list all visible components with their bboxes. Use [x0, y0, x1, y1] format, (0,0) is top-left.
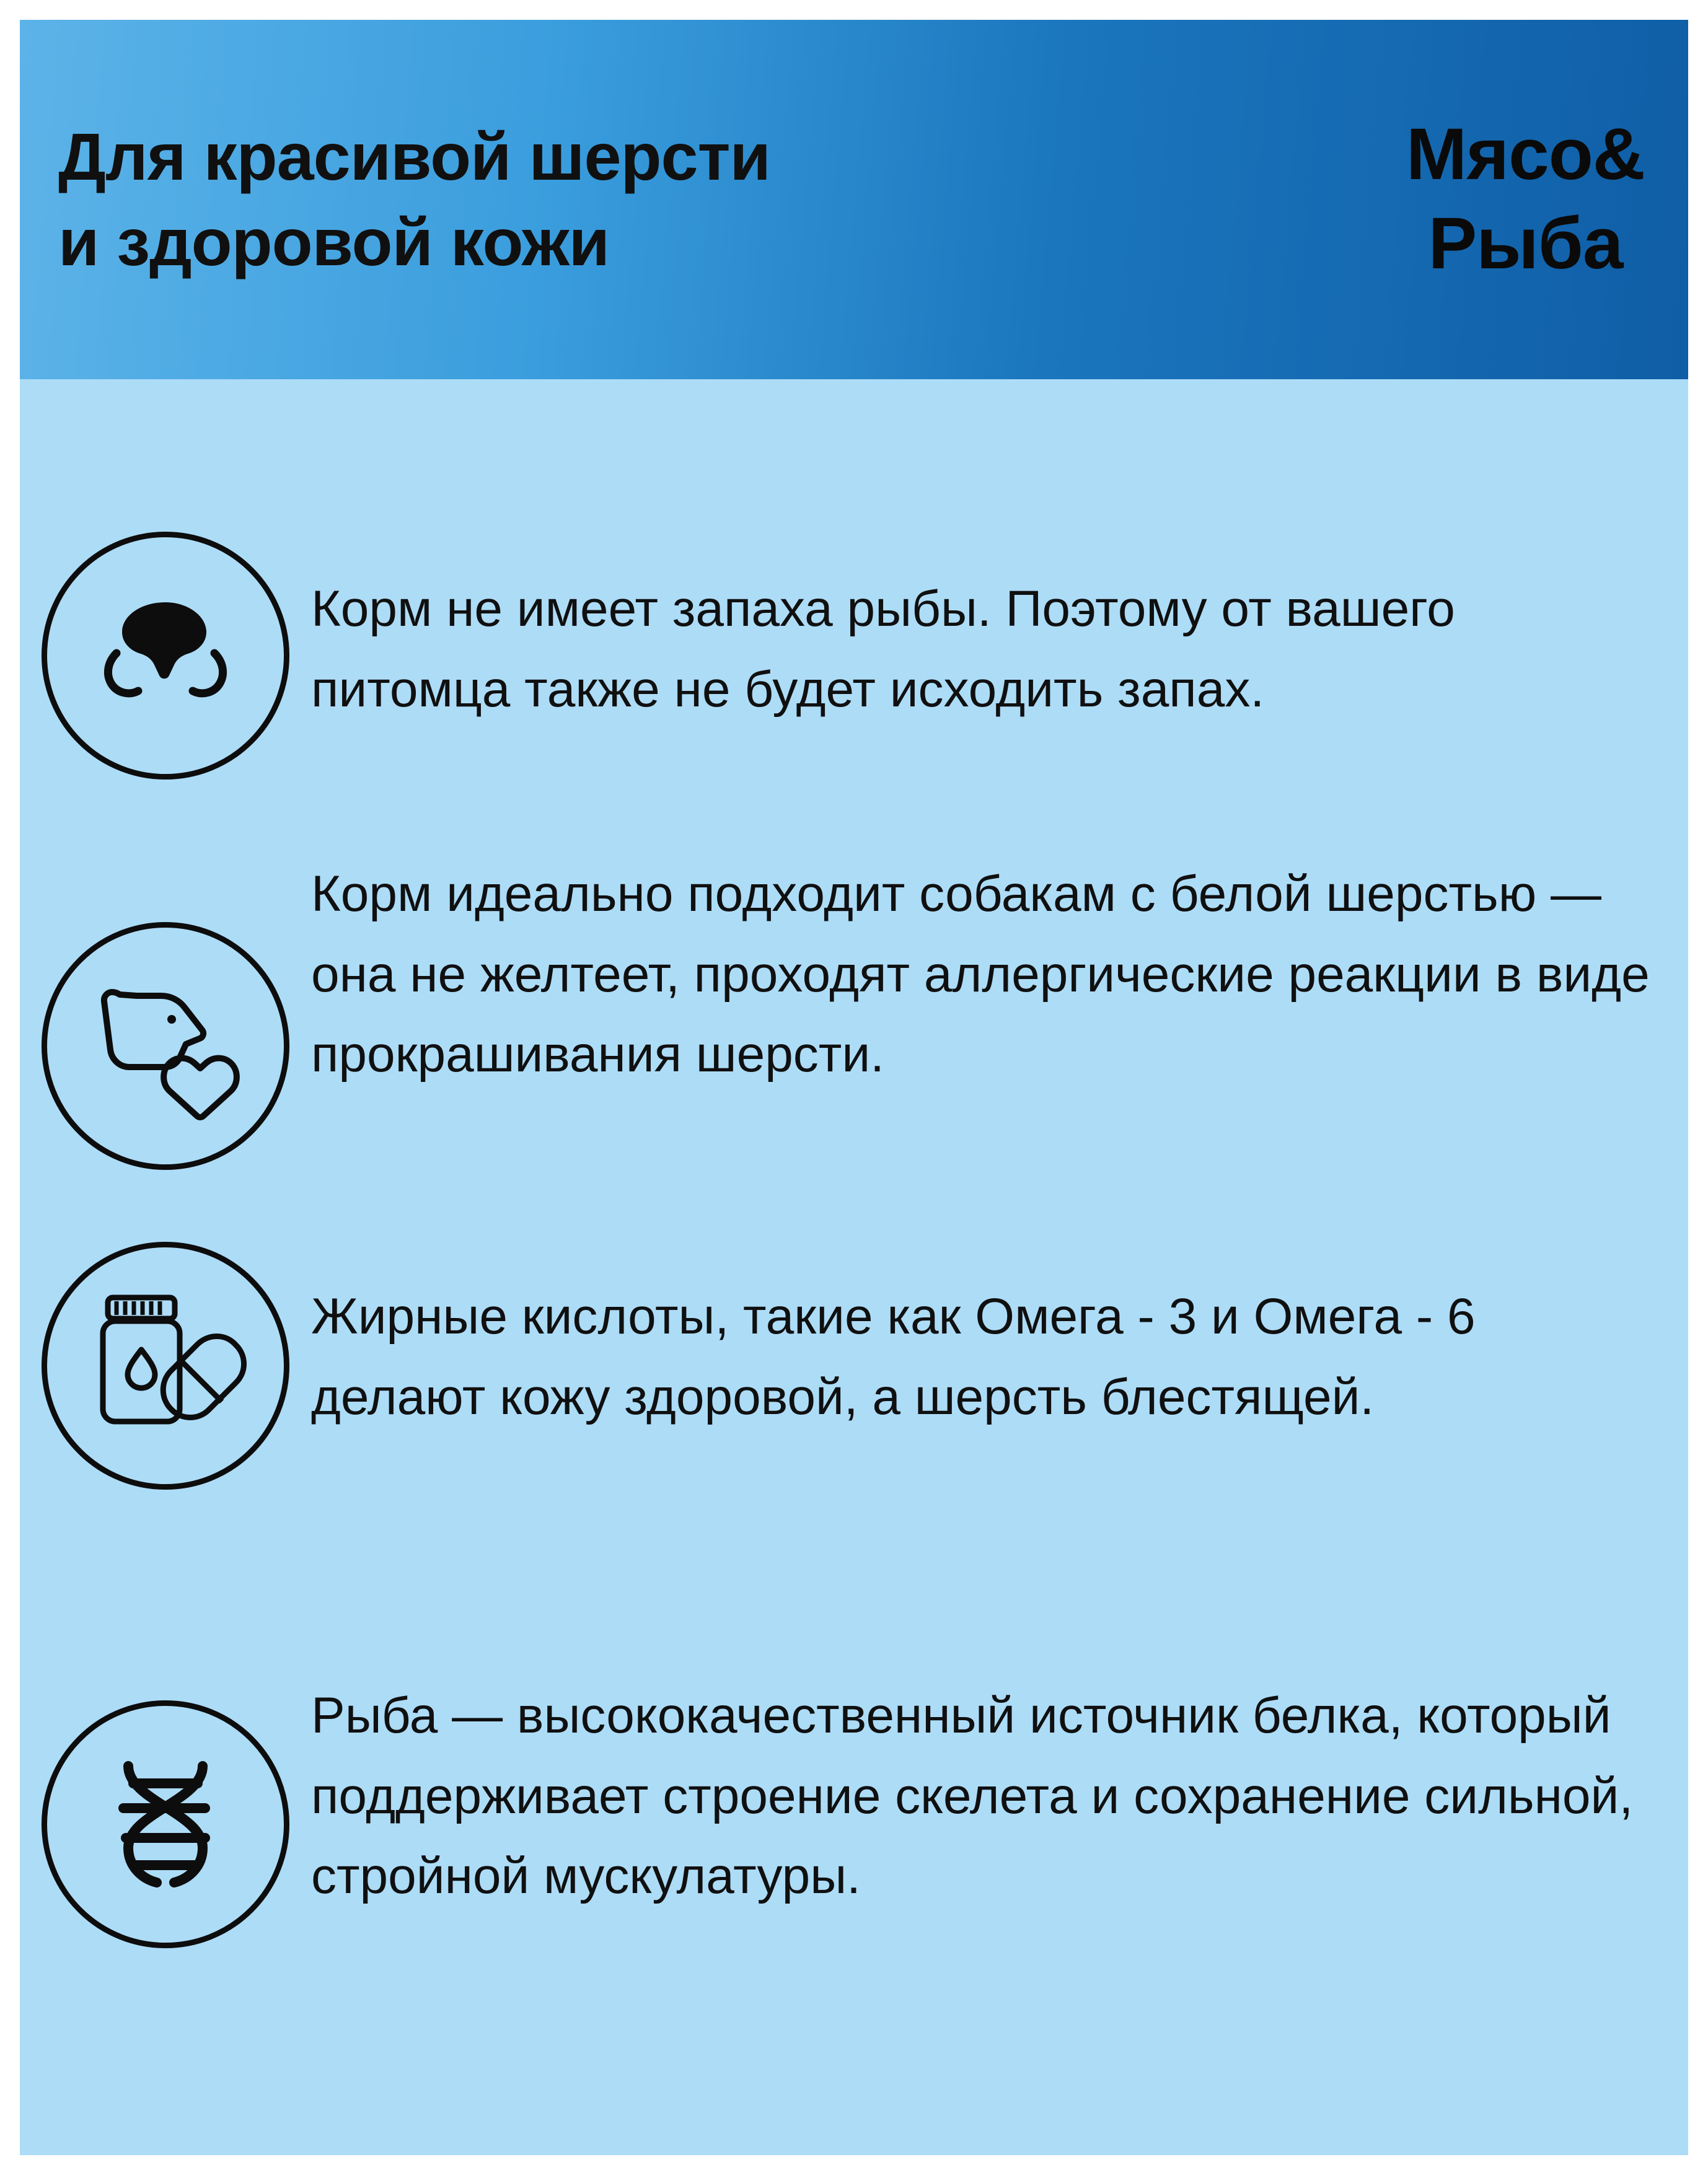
feature-text: Жирные кислоты, такие как Омега - 3 и Омега - 6 делают кожу здоровой, а шерсть блестящей. [311, 1288, 1476, 1425]
header-banner [20, 20, 1688, 379]
dog-head-heart-icon [42, 922, 289, 1170]
page-body [20, 20, 1688, 2155]
feature-text: Корм идеально подходит собакам с белой шерстью — она не желтеет, проходят аллергические реакции в виде прокрашивания шерсти. [311, 866, 1650, 1083]
header-title [20, 114, 1406, 285]
feature-text: Корм не имеет запаха рыбы. Поэтому от вашего питомца также не будет исходить запах. [311, 581, 1455, 718]
header-title-line-2: и здоровой кожи [58, 204, 610, 279]
feature-row [20, 854, 1688, 1170]
dog-nose-icon [42, 532, 289, 780]
feature-icon-container [20, 1239, 311, 1490]
feature-row [20, 1239, 1688, 1490]
brand-label [1406, 110, 1688, 289]
dna-helix-icon [42, 1700, 289, 1948]
brand-line-1: Мясо& [1406, 113, 1645, 196]
feature-row [20, 532, 1688, 780]
feature-icon-container [20, 854, 311, 1170]
feature-icon-container [20, 532, 311, 780]
brand-line-2: Рыба [1428, 203, 1623, 284]
feature-list [20, 379, 1688, 1948]
header-title-line-1: Для красивой шерсти [58, 118, 770, 194]
feature-icon-container [20, 1676, 311, 1948]
feature-row [20, 1676, 1688, 1948]
supplement-jar-capsule-icon [42, 1242, 289, 1490]
feature-text: Рыба — высококачественный источник белка, который поддерживает строение скелета и сохранение сильной, стройной мускулатуры. [311, 1687, 1634, 1905]
